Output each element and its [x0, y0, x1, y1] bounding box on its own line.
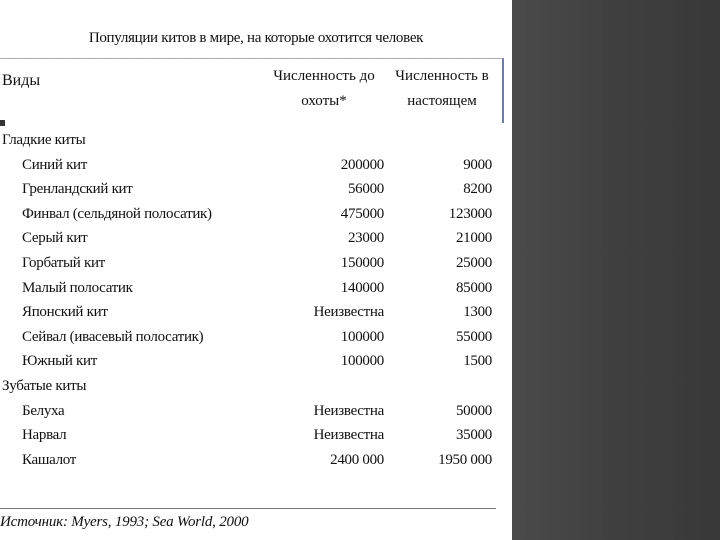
side-panel [512, 0, 720, 540]
table-row [0, 399, 512, 424]
cell-name: Зубатые киты [2, 377, 87, 394]
cell-before: 140000 [340, 279, 384, 296]
cell-before: 56000 [347, 181, 384, 198]
cell-now: 50000 [455, 402, 492, 419]
cell-now: 123000 [448, 205, 492, 222]
cell-name: Малый полосатик [22, 279, 133, 296]
cell-name: Серый кит [22, 230, 88, 247]
cell-before: 200000 [340, 156, 384, 173]
cell-now: 8200 [463, 181, 492, 198]
cell-now: 55000 [455, 328, 492, 345]
cell-before: Неизвестна [313, 304, 384, 321]
cell-before: Неизвестна [313, 427, 384, 444]
cell-name: Японский кит [22, 304, 108, 321]
cell-now: 1950 000 [438, 451, 492, 468]
table-row [0, 325, 512, 350]
cell-now: 21000 [455, 230, 492, 247]
cell-name: Сейвал (ивасевый полосатик) [22, 328, 204, 345]
cell-now: 85000 [455, 279, 492, 296]
table-row [0, 276, 512, 301]
cell-name: Кашалот [22, 451, 77, 468]
cell-name: Гренландский кит [22, 181, 133, 198]
cell-before: Неизвестна [313, 402, 384, 419]
cell-now: 1300 [463, 304, 492, 321]
cell-before: 2400 000 [330, 451, 384, 468]
table-row [0, 300, 512, 325]
table-row [0, 177, 512, 202]
group-row [0, 128, 512, 153]
cell-now: 35000 [455, 427, 492, 444]
cell-before: 100000 [340, 353, 384, 370]
cell-before: 23000 [347, 230, 384, 247]
cell-now: 9000 [463, 156, 492, 173]
cell-name: Синий кит [22, 156, 88, 173]
table-row [0, 153, 512, 178]
cell-now: 1500 [463, 353, 492, 370]
header-now-line1: Численность в [395, 68, 489, 84]
table-body [0, 128, 512, 472]
header-population-before [262, 64, 386, 114]
table-title: Популяции китов в мире, на которые охотится человек [88, 30, 424, 46]
header-now-line2: настоящем [407, 93, 477, 109]
header-population-now [384, 64, 500, 114]
cell-before: 100000 [340, 328, 384, 345]
cell-name: Южный кит [22, 353, 98, 370]
group-row [0, 374, 512, 399]
source-note: Источник: Myers, 1993; Sea World, 2000 [0, 514, 249, 530]
cell-name: Нарвал [22, 427, 67, 444]
cell-name: Финвал (сельдяной полосатик) [22, 205, 212, 222]
cell-before: 475000 [340, 205, 384, 222]
header-before-line1: Численность до [273, 68, 375, 84]
table-row [0, 448, 512, 473]
table-row [0, 349, 512, 374]
footer-divider [0, 508, 496, 509]
header-species: Виды [2, 72, 41, 89]
cell-name: Горбатый кит [22, 254, 105, 271]
table-row [0, 423, 512, 448]
cell-name: Белуха [22, 402, 65, 419]
table-row [0, 251, 512, 276]
table-row [0, 202, 512, 227]
cell-now: 25000 [455, 254, 492, 271]
table-row [0, 226, 512, 251]
header-before-line2: охоты* [301, 93, 347, 109]
cell-before: 150000 [340, 254, 384, 271]
header-marker [0, 120, 5, 126]
cell-name: Гладкие киты [2, 132, 86, 148]
